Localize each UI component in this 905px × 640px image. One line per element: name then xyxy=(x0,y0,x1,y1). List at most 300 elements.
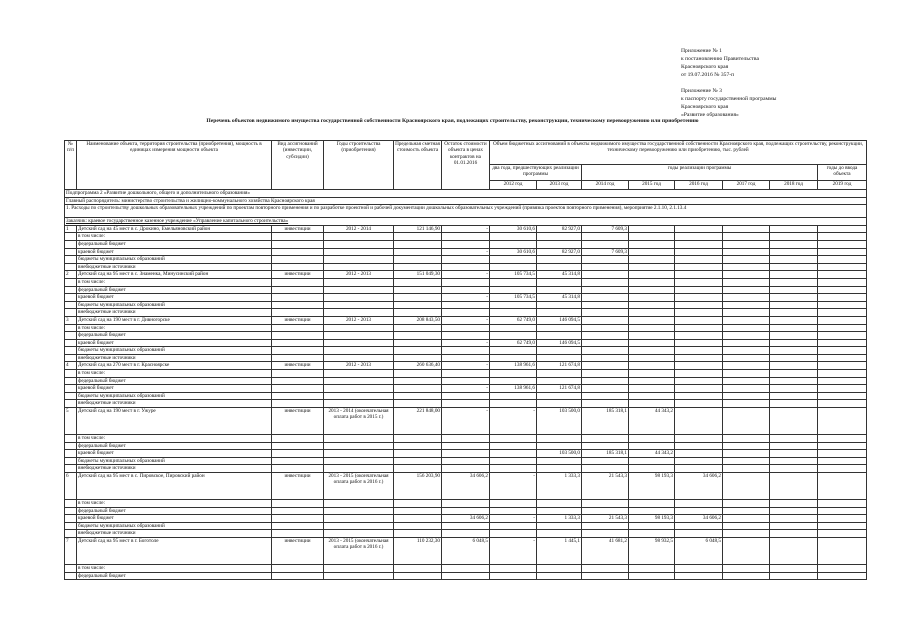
year-value xyxy=(582,263,629,271)
year-value xyxy=(818,572,867,580)
estimated-cost: 208 843,50 xyxy=(394,316,442,324)
col-realization: годы реализации программы xyxy=(582,164,818,180)
year-value xyxy=(818,385,867,393)
table-row xyxy=(65,537,867,564)
year-value xyxy=(723,442,770,450)
year-value xyxy=(490,435,537,443)
year-value: 138 961,6 xyxy=(490,385,537,393)
estimated-cost xyxy=(394,324,442,332)
allocation-type xyxy=(272,256,324,264)
year-value xyxy=(537,370,582,378)
year-value xyxy=(723,354,770,362)
year-value xyxy=(818,530,867,538)
year-value xyxy=(770,400,818,408)
year-value: 44 343,2 xyxy=(629,450,675,458)
year-value xyxy=(770,324,818,332)
estimated-cost xyxy=(394,564,442,572)
construction-years: 2013 - 2015 (окончательная оплата работ в 2016 г.) xyxy=(324,473,394,500)
estimated-cost xyxy=(394,515,442,523)
row-number xyxy=(65,450,77,458)
allocation-type: инвестиции xyxy=(272,362,324,370)
year-value xyxy=(723,286,770,294)
object-name: бюджеты муниципальных образований xyxy=(77,256,272,264)
year-value xyxy=(770,522,818,530)
year-value xyxy=(537,347,582,355)
year-value xyxy=(818,435,867,443)
year-value xyxy=(770,294,818,302)
year-value xyxy=(723,530,770,538)
construction-years xyxy=(324,309,394,317)
remaining-cost xyxy=(442,377,490,385)
year-value xyxy=(723,465,770,473)
year-value xyxy=(582,457,629,465)
year-value xyxy=(675,354,723,362)
year-value xyxy=(723,332,770,340)
estimated-cost xyxy=(394,370,442,378)
year-value xyxy=(582,233,629,241)
remaining-cost: - xyxy=(442,385,490,393)
remaining-cost xyxy=(442,450,490,458)
year-value: - xyxy=(490,473,537,500)
estimated-cost xyxy=(394,400,442,408)
remaining-cost: - xyxy=(442,408,490,435)
table-row xyxy=(65,271,867,279)
object-name: внебюджетные источники xyxy=(77,309,272,317)
year-value xyxy=(675,263,723,271)
year-value xyxy=(770,332,818,340)
header-line: к паспорту государственной программы xyxy=(681,96,777,102)
table-row xyxy=(65,442,867,450)
year-value: 44 343,2 xyxy=(629,408,675,435)
remaining-cost: - xyxy=(442,362,490,370)
allocation-type xyxy=(272,457,324,465)
year-value xyxy=(629,400,675,408)
row-number: 6 xyxy=(65,473,77,500)
year-value xyxy=(770,339,818,347)
remaining-cost: - xyxy=(442,271,490,279)
object-name: внебюджетные источники xyxy=(77,530,272,538)
year-value xyxy=(675,385,723,393)
table-row xyxy=(65,278,867,286)
year-value xyxy=(770,301,818,309)
year-value xyxy=(582,347,629,355)
document-title: Перечень объектов недвижимого имущества государственной собственности Красноярского края, подлежащих строительству, реконструкции, техническому перевооружению или приобретению xyxy=(206,118,699,124)
year-value xyxy=(770,256,818,264)
year-value xyxy=(675,370,723,378)
construction-years xyxy=(324,530,394,538)
table-row xyxy=(65,522,867,530)
header-line: Красноярского края xyxy=(681,104,729,110)
year-value xyxy=(818,473,867,500)
year-value: 1 445,1 xyxy=(537,537,582,564)
allocation-type xyxy=(272,347,324,355)
manager-row: Главный распорядитель: министерство строительства и жилищно-коммунального хозяйства Красноярского края xyxy=(65,197,867,205)
allocation-type xyxy=(272,572,324,580)
allocation-type xyxy=(272,392,324,400)
year-value xyxy=(629,442,675,450)
year-value xyxy=(723,400,770,408)
year-value xyxy=(629,339,675,347)
estimated-cost: 121 146,90 xyxy=(394,225,442,233)
year-value xyxy=(629,362,675,370)
year-value xyxy=(629,256,675,264)
table-row xyxy=(65,362,867,370)
year-value xyxy=(818,522,867,530)
year-value xyxy=(675,465,723,473)
remaining-cost xyxy=(442,286,490,294)
year-value xyxy=(723,500,770,508)
year-value xyxy=(723,233,770,241)
objects-table xyxy=(64,140,867,580)
col-2017: 2017 год xyxy=(723,180,770,189)
year-value xyxy=(490,354,537,362)
year-value xyxy=(582,377,629,385)
year-value: 62 749,0 xyxy=(490,316,537,324)
col-before: два года, предшествующих реализации программы xyxy=(490,164,582,180)
allocation-type xyxy=(272,377,324,385)
year-value xyxy=(675,324,723,332)
remaining-cost xyxy=(442,572,490,580)
year-value xyxy=(770,572,818,580)
header-line: к постановлению Правительства xyxy=(681,56,759,62)
object-name: внебюджетные источники xyxy=(77,354,272,362)
year-value xyxy=(675,507,723,515)
year-value: 21 543,3 xyxy=(582,515,629,523)
year-value xyxy=(770,271,818,279)
allocation-type: инвестиции xyxy=(272,408,324,435)
remaining-cost xyxy=(442,435,490,443)
object-name: внебюджетные источники xyxy=(77,263,272,271)
year-value xyxy=(629,507,675,515)
year-value xyxy=(490,465,537,473)
object-name: в том числе: xyxy=(77,370,272,378)
remaining-cost: - xyxy=(442,248,490,256)
year-value xyxy=(537,507,582,515)
year-value xyxy=(537,564,582,572)
year-value xyxy=(770,465,818,473)
col-2013: 2013 год xyxy=(537,180,582,189)
object-name: в том числе: xyxy=(77,435,272,443)
estimated-cost xyxy=(394,442,442,450)
row-number xyxy=(65,354,77,362)
year-value xyxy=(490,278,537,286)
col-2018: 2018 год xyxy=(770,180,818,189)
row-number xyxy=(65,530,77,538)
table-row xyxy=(65,339,867,347)
year-value xyxy=(818,564,867,572)
estimated-cost xyxy=(394,240,442,248)
year-value xyxy=(537,442,582,450)
estimated-cost xyxy=(394,457,442,465)
allocation-type xyxy=(272,278,324,286)
construction-years xyxy=(324,450,394,458)
construction-years xyxy=(324,248,394,256)
year-value xyxy=(818,507,867,515)
year-value xyxy=(537,500,582,508)
object-name: в том числе: xyxy=(77,233,272,241)
year-value: 1 333,3 xyxy=(537,515,582,523)
year-value xyxy=(582,332,629,340)
year-value: 82 927,0 xyxy=(537,225,582,233)
year-value xyxy=(818,332,867,340)
remaining-cost xyxy=(442,442,490,450)
allocation-type xyxy=(272,435,324,443)
year-value xyxy=(537,457,582,465)
year-value xyxy=(818,240,867,248)
header-line: Красноярского края xyxy=(681,64,729,70)
table-row xyxy=(65,530,867,538)
allocation-type xyxy=(272,301,324,309)
year-value xyxy=(629,385,675,393)
year-value xyxy=(629,248,675,256)
year-value xyxy=(629,286,675,294)
object-name: федеральный бюджет xyxy=(77,377,272,385)
year-value xyxy=(675,362,723,370)
expense-row: 1. Расходы по строительству дошкольных образовательных учреждений по проектам повторного применения и по разработке проектной и рабочей документации дошкольных образовательных учреждений (привязка проектов повторного применения), мероприятие 2.1.10, 2.1.13.4 xyxy=(65,205,867,218)
year-value xyxy=(723,537,770,564)
row-number xyxy=(65,332,77,340)
year-value xyxy=(675,248,723,256)
year-value xyxy=(818,450,867,458)
year-value xyxy=(723,522,770,530)
row-number xyxy=(65,286,77,294)
table-row xyxy=(65,564,867,572)
object-name: Детский сад на 190 мест в г. Ужуре xyxy=(77,408,272,435)
year-value xyxy=(629,377,675,385)
year-value xyxy=(582,500,629,508)
row-number xyxy=(65,370,77,378)
year-value xyxy=(723,271,770,279)
estimated-cost xyxy=(394,263,442,271)
year-value xyxy=(723,515,770,523)
year-value xyxy=(490,347,537,355)
year-value: 30 610,6 xyxy=(490,248,537,256)
table-row xyxy=(65,515,867,523)
table-row xyxy=(65,294,867,302)
year-value xyxy=(723,408,770,435)
row-number xyxy=(65,301,77,309)
year-value xyxy=(629,435,675,443)
year-value xyxy=(723,248,770,256)
year-value xyxy=(675,408,723,435)
header-line: Приложение № 1 xyxy=(681,48,722,54)
remaining-cost xyxy=(442,457,490,465)
year-value xyxy=(723,392,770,400)
table-row xyxy=(65,309,867,317)
estimated-cost xyxy=(394,572,442,580)
row-number xyxy=(65,465,77,473)
year-value xyxy=(629,294,675,302)
allocation-type xyxy=(272,339,324,347)
year-value xyxy=(629,564,675,572)
estimated-cost xyxy=(394,450,442,458)
object-name: бюджеты муниципальных образований xyxy=(77,392,272,400)
year-value xyxy=(582,294,629,302)
col-2015: 2015 год xyxy=(629,180,675,189)
year-value xyxy=(582,465,629,473)
year-value xyxy=(675,530,723,538)
row-number xyxy=(65,377,77,385)
row-number xyxy=(65,278,77,286)
year-value xyxy=(723,450,770,458)
row-number xyxy=(65,248,77,256)
year-value: 21 543,3 xyxy=(582,473,629,500)
year-value xyxy=(582,271,629,279)
header-line: от 19.07.2016 № 357-п xyxy=(681,72,735,78)
year-value: 98 193,3 xyxy=(629,473,675,500)
table-row xyxy=(65,377,867,385)
allocation-type xyxy=(272,442,324,450)
table-row xyxy=(65,408,867,435)
object-name: в том числе: xyxy=(77,564,272,572)
construction-years: 2012 - 2013 xyxy=(324,362,394,370)
year-value xyxy=(818,316,867,324)
construction-years xyxy=(324,500,394,508)
row-number xyxy=(65,457,77,465)
remaining-cost xyxy=(442,301,490,309)
year-value: 34 606,2 xyxy=(675,515,723,523)
year-value xyxy=(582,507,629,515)
remaining-cost: - xyxy=(442,339,490,347)
year-value xyxy=(490,392,537,400)
remaining-cost xyxy=(442,522,490,530)
object-name: в том числе: xyxy=(77,324,272,332)
allocation-type xyxy=(272,294,324,302)
allocation-type xyxy=(272,465,324,473)
construction-years xyxy=(324,572,394,580)
construction-years xyxy=(324,392,394,400)
construction-years xyxy=(324,465,394,473)
year-value xyxy=(818,377,867,385)
year-value: 30 610,6 xyxy=(490,225,537,233)
year-value xyxy=(629,522,675,530)
year-value xyxy=(490,309,537,317)
row-number xyxy=(65,572,77,580)
row-number xyxy=(65,507,77,515)
year-value xyxy=(629,530,675,538)
remaining-cost xyxy=(442,256,490,264)
remaining-cost xyxy=(442,278,490,286)
year-value xyxy=(675,377,723,385)
construction-years xyxy=(324,256,394,264)
table-row xyxy=(65,450,867,458)
allocation-type xyxy=(272,233,324,241)
year-value xyxy=(629,457,675,465)
estimated-cost xyxy=(394,248,442,256)
year-value xyxy=(818,408,867,435)
year-value xyxy=(770,233,818,241)
year-value xyxy=(675,450,723,458)
estimated-cost xyxy=(394,278,442,286)
allocation-type xyxy=(272,240,324,248)
object-name: в том числе: xyxy=(77,278,272,286)
year-value xyxy=(582,572,629,580)
year-value xyxy=(537,354,582,362)
year-value xyxy=(818,537,867,564)
year-value xyxy=(537,233,582,241)
construction-years xyxy=(324,564,394,572)
year-value xyxy=(770,309,818,317)
table-row xyxy=(65,400,867,408)
year-value xyxy=(723,457,770,465)
year-value xyxy=(675,442,723,450)
year-value xyxy=(818,362,867,370)
allocation-type xyxy=(272,530,324,538)
object-name: внебюджетные источники xyxy=(77,400,272,408)
year-value xyxy=(723,278,770,286)
year-value: 98 193,3 xyxy=(629,515,675,523)
year-value: 7 609,3 xyxy=(582,225,629,233)
remaining-cost xyxy=(442,309,490,317)
year-value xyxy=(537,522,582,530)
remaining-cost xyxy=(442,400,490,408)
year-value xyxy=(490,324,537,332)
year-value xyxy=(818,324,867,332)
year-value xyxy=(675,225,723,233)
year-value xyxy=(582,256,629,264)
year-value xyxy=(582,385,629,393)
construction-years xyxy=(324,240,394,248)
col-2016: 2016 год xyxy=(675,180,723,189)
row-number xyxy=(65,339,77,347)
year-value xyxy=(629,271,675,279)
year-value xyxy=(629,465,675,473)
table-row xyxy=(65,370,867,378)
year-value xyxy=(582,522,629,530)
estimated-cost: 156 203,90 xyxy=(394,473,442,500)
year-value xyxy=(490,442,537,450)
remaining-cost xyxy=(442,465,490,473)
remaining-cost xyxy=(442,324,490,332)
row-number xyxy=(65,347,77,355)
col-after: годы до ввода объекта xyxy=(818,164,867,180)
year-value: - xyxy=(490,537,537,564)
year-value: 98 932,5 xyxy=(629,537,675,564)
table-row xyxy=(65,248,867,256)
construction-years: 2012 - 2013 xyxy=(324,271,394,279)
subprogram-row: Подпрограмма 2 «Развитие дошкольного, общего и дополнительного образования» xyxy=(65,190,867,198)
col-2019: 2019 год xyxy=(818,180,867,189)
row-number xyxy=(65,515,77,523)
year-value xyxy=(818,500,867,508)
row-number xyxy=(65,435,77,443)
construction-years xyxy=(324,370,394,378)
year-value xyxy=(770,316,818,324)
col-years: Годы строительства (приобретения) xyxy=(324,141,394,190)
year-value xyxy=(675,233,723,241)
year-value xyxy=(490,507,537,515)
col-cost: Предельная сметная стоимость объекта xyxy=(394,141,442,190)
allocation-type xyxy=(272,564,324,572)
object-name: бюджеты муниципальных образований xyxy=(77,522,272,530)
object-name: бюджеты муниципальных образований xyxy=(77,347,272,355)
allocation-type: инвестиции xyxy=(272,316,324,324)
year-value xyxy=(818,400,867,408)
year-value xyxy=(537,572,582,580)
object-name: бюджеты муниципальных образований xyxy=(77,457,272,465)
year-value xyxy=(629,332,675,340)
object-name: федеральный бюджет xyxy=(77,332,272,340)
construction-years xyxy=(324,442,394,450)
row-number xyxy=(65,392,77,400)
year-value xyxy=(490,564,537,572)
year-value xyxy=(818,263,867,271)
remaining-cost: 34 606,2 xyxy=(442,515,490,523)
table-row xyxy=(65,347,867,355)
year-value xyxy=(537,435,582,443)
year-value xyxy=(582,286,629,294)
table-row xyxy=(65,572,867,580)
